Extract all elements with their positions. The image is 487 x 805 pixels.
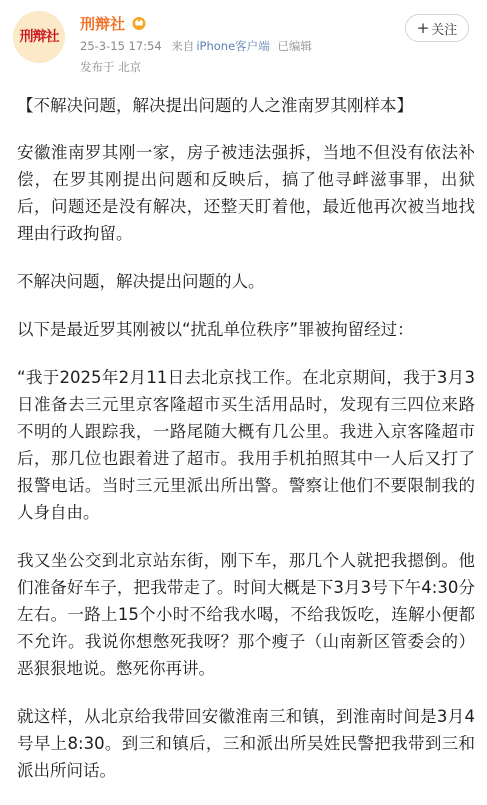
avatar-logo-text: 刑辩社 <box>19 29 59 45</box>
plus-icon: + <box>416 19 430 37</box>
post-paragraph: 就这样，从北京给我带回安徽淮南三和镇，到淮南时间是3月4号早上8:30。到三和镇后，三和派出所吴姓民警把我带到三和派出所问话。 <box>17 707 475 780</box>
edited-label[interactable]: 已编辑 <box>277 39 312 53</box>
post-content <box>17 92 475 805</box>
post-paragraph: 安徽淮南罗其刚一家，房子被违法强拆，当地不但没有依法补偿，在罗其刚提出问题和反映后，搞了他寻衅滋事罪，出狱后，问题还是没有解决，还整天盯着他，最近他再次被当地找理由行政拘留。 <box>17 143 475 243</box>
avatar[interactable] <box>13 11 65 63</box>
follow-button[interactable] <box>405 14 469 42</box>
post-paragraph: 以下是最近罗其刚被以“扰乱单位秩序”罪被拘留经过： <box>17 320 414 339</box>
verified-badge-icon <box>131 15 147 31</box>
follow-label: 关注 <box>431 22 458 38</box>
post-paragraph: “我于2025年2月11日去北京找工作。在北京期间，我于3月3日准备去三元里京客隆超市买生活用品时，发现有三四位来路不明的人跟踪我，一路尾随大概有几公里。我进入京客隆超市后，那几位也跟着进了超市。我用手机拍照其中一人后又打了报警电话。当时三元里派出所出警。警察让他们不要限制我的人身自由。 <box>17 368 475 522</box>
source-device-link[interactable]: iPhone客户端 <box>196 39 270 53</box>
source-prefix: 来自 <box>171 39 195 53</box>
post-timestamp: 25-3-15 17:54 <box>80 39 162 53</box>
post-title: 【不解决问题，解决提出问题的人之淮南罗其刚样本】 <box>17 96 413 115</box>
post-paragraph: 不解决问题，解决提出问题的人。 <box>17 272 265 291</box>
post-header <box>0 0 487 92</box>
user-name[interactable]: 刑辩社 <box>80 14 126 33</box>
name-row <box>80 12 147 34</box>
post-paragraph: 我又坐公交到北京站东街，刚下车，那几个人就把我摁倒。他们准备好车子，把我带走了。时间大概是下3月3号下午4:30分左右。一路上15个小时不给我水喝，不给我饭吃，连解小便都不允许。我说你想憋死我呀？那个瘦子（山南新区管委会的）恶狠狠地说。憋死你再讲。 <box>17 551 475 678</box>
post-meta <box>80 38 318 54</box>
post-location: 发布于 北京 <box>80 60 142 74</box>
